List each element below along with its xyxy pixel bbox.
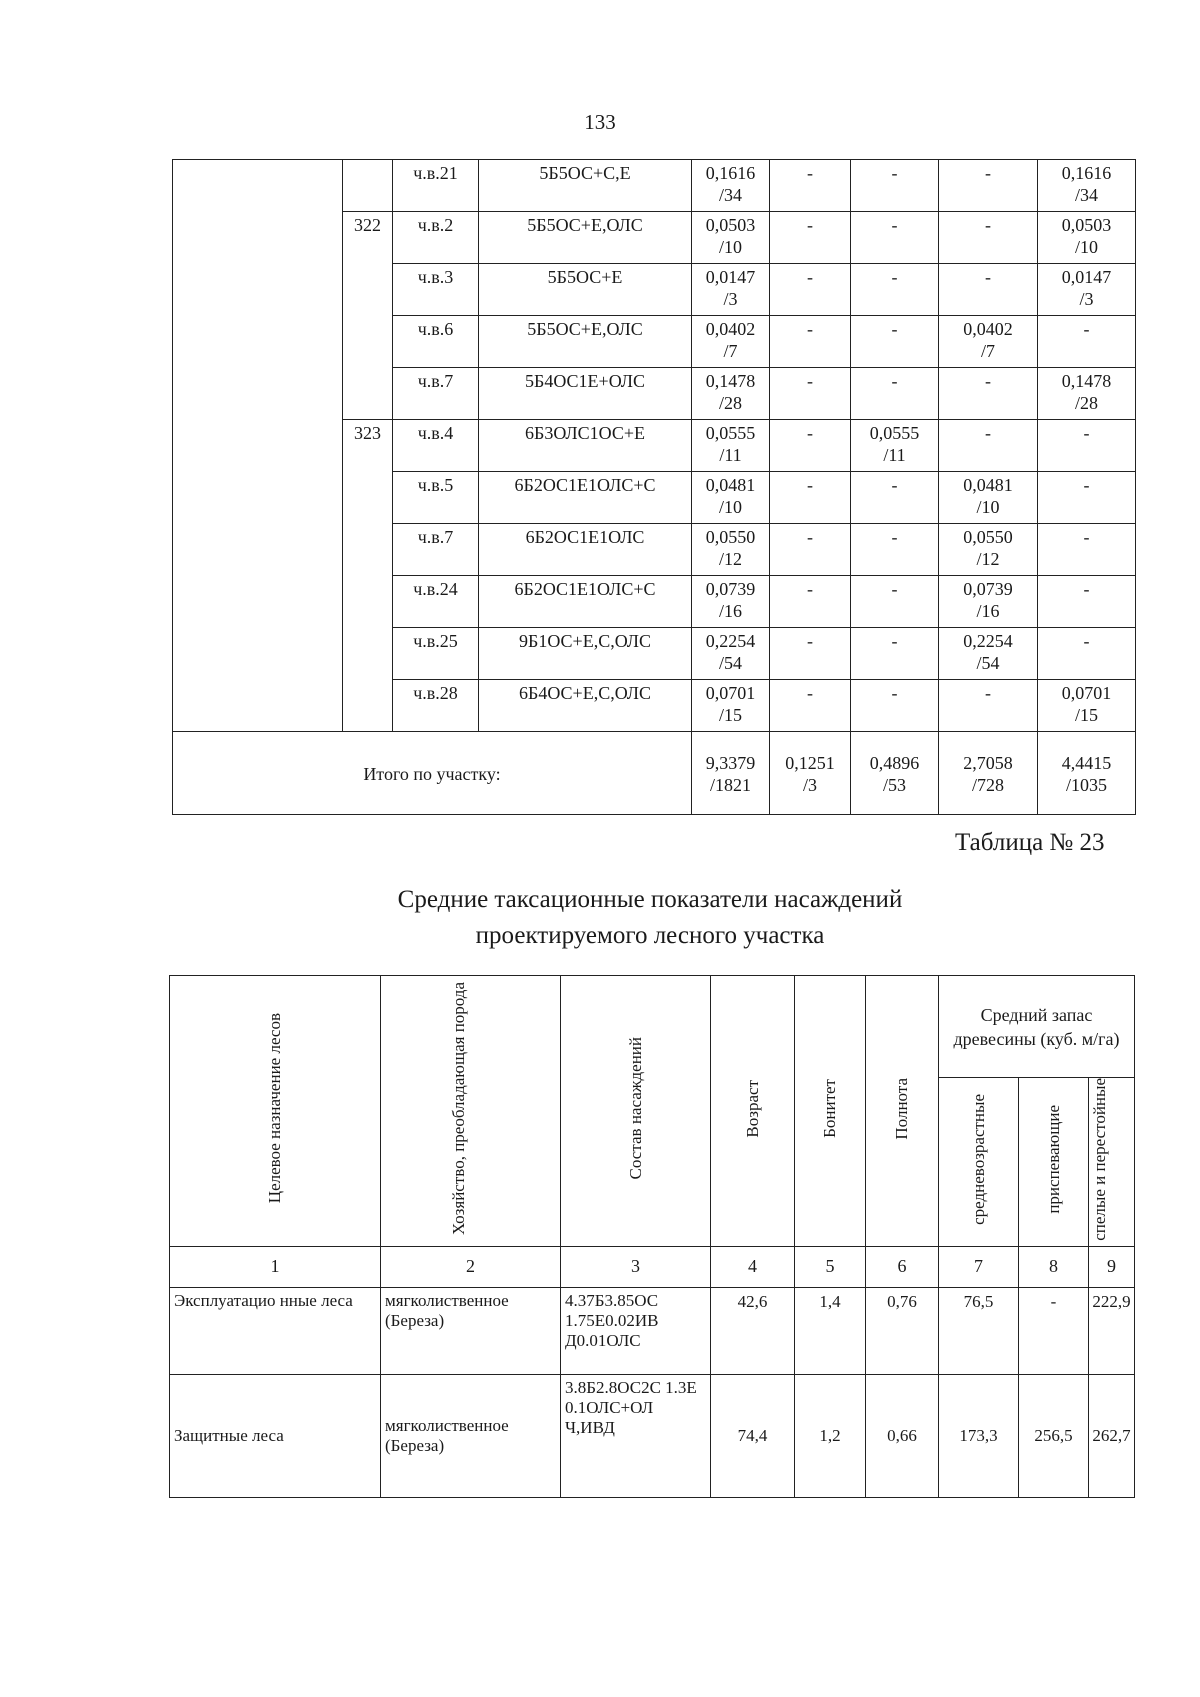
composition-cell: 4.37Б3.85ОС 1.75Е0.02ИВ Д0.01ОЛС	[561, 1287, 711, 1374]
value-cell: 0,2254 /54	[939, 628, 1038, 680]
composition-cell: 5Б5ОС+Е	[479, 264, 692, 316]
value-cell: 0,0481 /10	[939, 472, 1038, 524]
composition-cell: 5Б4ОС1Е+ОЛС	[479, 368, 692, 420]
vydel-cell: ч.в.7	[393, 524, 479, 576]
table-title-line2: проектируемого лесного участка	[475, 922, 825, 949]
maturing-cell: 256,5	[1019, 1374, 1089, 1497]
total-label: Итого по участку:	[173, 732, 692, 815]
value-cell: -	[770, 680, 851, 732]
header-stock-group: Средний запас древесины (куб. м/га)	[939, 976, 1135, 1078]
value-cell: -	[770, 368, 851, 420]
total-value-cell: 9,3379 /1821	[692, 732, 770, 815]
age-cell: 42,6	[711, 1287, 795, 1374]
column-number-cell: 3	[561, 1246, 711, 1287]
value-cell: -	[770, 316, 851, 368]
composition-cell: 5Б5ОС+Е,ОЛС	[479, 316, 692, 368]
table-title	[300, 882, 1000, 954]
composition-cell: 6Б2ОС1Е1ОЛС+С	[479, 576, 692, 628]
mature-cell: 262,7	[1089, 1374, 1135, 1497]
composition-cell: 6Б3ОЛС1ОС+Е	[479, 420, 692, 472]
value-cell: -	[1038, 420, 1136, 472]
header-maturing: приспевающие	[1019, 1078, 1089, 1247]
value-cell: 0,0550 /12	[939, 524, 1038, 576]
value-cell: -	[770, 524, 851, 576]
farm-cell: мягколиственное (Береза)	[381, 1374, 561, 1497]
composition-cell: 5Б5ОС+С,Е	[479, 160, 692, 212]
column-number-cell: 8	[1019, 1246, 1089, 1287]
middle-aged-cell: 173,3	[939, 1374, 1019, 1497]
header-middle-aged: средневозрастные	[939, 1078, 1019, 1247]
lead-empty-cell	[173, 160, 343, 732]
kvartal-cell: 322	[343, 212, 393, 420]
value-cell: -	[851, 316, 939, 368]
column-number-cell: 6	[866, 1246, 939, 1287]
density-cell: 0,66	[866, 1374, 939, 1497]
header-mature: спелые и перестойные	[1089, 1078, 1135, 1247]
age-cell: 74,4	[711, 1374, 795, 1497]
kvartal-cell: 323	[343, 420, 393, 732]
value-cell: -	[939, 680, 1038, 732]
value-cell: 0,0402 /7	[939, 316, 1038, 368]
value-cell: -	[770, 420, 851, 472]
table-title-line1: Средние таксационные показатели насаждений	[397, 886, 903, 913]
value-cell: -	[851, 368, 939, 420]
column-number-cell: 2	[381, 1246, 561, 1287]
value-cell: -	[770, 212, 851, 264]
value-cell: -	[770, 472, 851, 524]
value-cell: -	[1038, 472, 1136, 524]
purpose-cell: Защитные леса	[170, 1374, 381, 1497]
value-cell: -	[770, 160, 851, 212]
composition-cell: 6Б2ОС1Е1ОЛС+С	[479, 472, 692, 524]
header-farm: Хозяйство, преобладающая порода	[381, 976, 561, 1247]
value-cell: 0,0147 /3	[1038, 264, 1136, 316]
vydel-cell: ч.в.6	[393, 316, 479, 368]
total-value-cell: 0,1251 /3	[770, 732, 851, 815]
value-cell: 0,1616 /34	[1038, 160, 1136, 212]
value-cell: 0,1616 /34	[692, 160, 770, 212]
vydel-cell: ч.в.4	[393, 420, 479, 472]
header-bonitet: Бонитет	[795, 976, 866, 1247]
table-row	[173, 160, 1136, 212]
value-cell: -	[939, 420, 1038, 472]
column-number-cell: 4	[711, 1246, 795, 1287]
header-density: Полнота	[866, 976, 939, 1247]
area-table	[172, 159, 1136, 815]
value-cell: -	[851, 680, 939, 732]
value-cell: 0,0402 /7	[692, 316, 770, 368]
vydel-cell: ч.в.25	[393, 628, 479, 680]
taxation-table	[169, 975, 1135, 1498]
table-row	[170, 1287, 1135, 1374]
column-number-cell: 1	[170, 1246, 381, 1287]
vydel-cell: ч.в.28	[393, 680, 479, 732]
column-number-cell: 5	[795, 1246, 866, 1287]
header-purpose: Целевое назначение лесов	[170, 976, 381, 1247]
total-value-cell: 4,4415 /1035	[1038, 732, 1136, 815]
value-cell: -	[939, 160, 1038, 212]
vydel-cell: ч.в.3	[393, 264, 479, 316]
value-cell: -	[939, 212, 1038, 264]
column-number-cell: 7	[939, 1246, 1019, 1287]
value-cell: -	[770, 264, 851, 316]
value-cell: 0,0555 /11	[851, 420, 939, 472]
bonitet-cell: 1,4	[795, 1287, 866, 1374]
value-cell: -	[851, 160, 939, 212]
value-cell: 0,1478 /28	[1038, 368, 1136, 420]
composition-cell: 6Б2ОС1Е1ОЛС	[479, 524, 692, 576]
value-cell: 0,0739 /16	[692, 576, 770, 628]
value-cell: -	[770, 576, 851, 628]
value-cell: -	[770, 628, 851, 680]
total-value-cell: 0,4896 /53	[851, 732, 939, 815]
value-cell: 0,0481 /10	[692, 472, 770, 524]
vydel-cell: ч.в.21	[393, 160, 479, 212]
table-caption: Таблица № 23	[955, 829, 1105, 856]
total-row	[173, 732, 1136, 815]
total-value-cell: 2,7058 /728	[939, 732, 1038, 815]
value-cell: -	[851, 628, 939, 680]
purpose-cell: Эксплуатацио нные леса	[170, 1287, 381, 1374]
value-cell: -	[1038, 524, 1136, 576]
value-cell: 0,0503 /10	[1038, 212, 1136, 264]
value-cell: -	[851, 576, 939, 628]
value-cell: 0,0147 /3	[692, 264, 770, 316]
composition-cell: 9Б1ОС+Е,С,ОЛС	[479, 628, 692, 680]
value-cell: -	[851, 264, 939, 316]
mature-cell: 222,9	[1089, 1287, 1135, 1374]
vydel-cell: ч.в.2	[393, 212, 479, 264]
page-number: 133	[584, 110, 616, 134]
kvartal-cell	[343, 160, 393, 212]
value-cell: 0,2254 /54	[692, 628, 770, 680]
vydel-cell: ч.в.24	[393, 576, 479, 628]
maturing-cell: -	[1019, 1287, 1089, 1374]
value-cell: 0,0701 /15	[1038, 680, 1136, 732]
header-composition: Состав насаждений	[561, 976, 711, 1247]
middle-aged-cell: 76,5	[939, 1287, 1019, 1374]
value-cell: -	[1038, 576, 1136, 628]
table-row	[170, 1374, 1135, 1497]
value-cell: -	[851, 472, 939, 524]
value-cell: -	[1038, 628, 1136, 680]
farm-cell: мягколиственное (Береза)	[381, 1287, 561, 1374]
vydel-cell: ч.в.7	[393, 368, 479, 420]
composition-cell: 3.8Б2.8ОС2С 1.3Е 0.1ОЛС+ОЛ Ч,ИВД	[561, 1374, 711, 1497]
value-cell: 0,0550 /12	[692, 524, 770, 576]
value-cell: 0,0503 /10	[692, 212, 770, 264]
bonitet-cell: 1,2	[795, 1374, 866, 1497]
composition-cell: 5Б5ОС+Е,ОЛС	[479, 212, 692, 264]
density-cell: 0,76	[866, 1287, 939, 1374]
vydel-cell: ч.в.5	[393, 472, 479, 524]
value-cell: -	[851, 524, 939, 576]
value-cell: 0,0555 /11	[692, 420, 770, 472]
composition-cell: 6Б4ОС+Е,С,ОЛС	[479, 680, 692, 732]
value-cell: 0,0739 /16	[939, 576, 1038, 628]
value-cell: -	[939, 264, 1038, 316]
value-cell: -	[939, 368, 1038, 420]
value-cell: 0,0701 /15	[692, 680, 770, 732]
column-number-cell: 9	[1089, 1246, 1135, 1287]
value-cell: -	[851, 212, 939, 264]
value-cell: 0,1478 /28	[692, 368, 770, 420]
header-age: Возраст	[711, 976, 795, 1247]
value-cell: -	[1038, 316, 1136, 368]
